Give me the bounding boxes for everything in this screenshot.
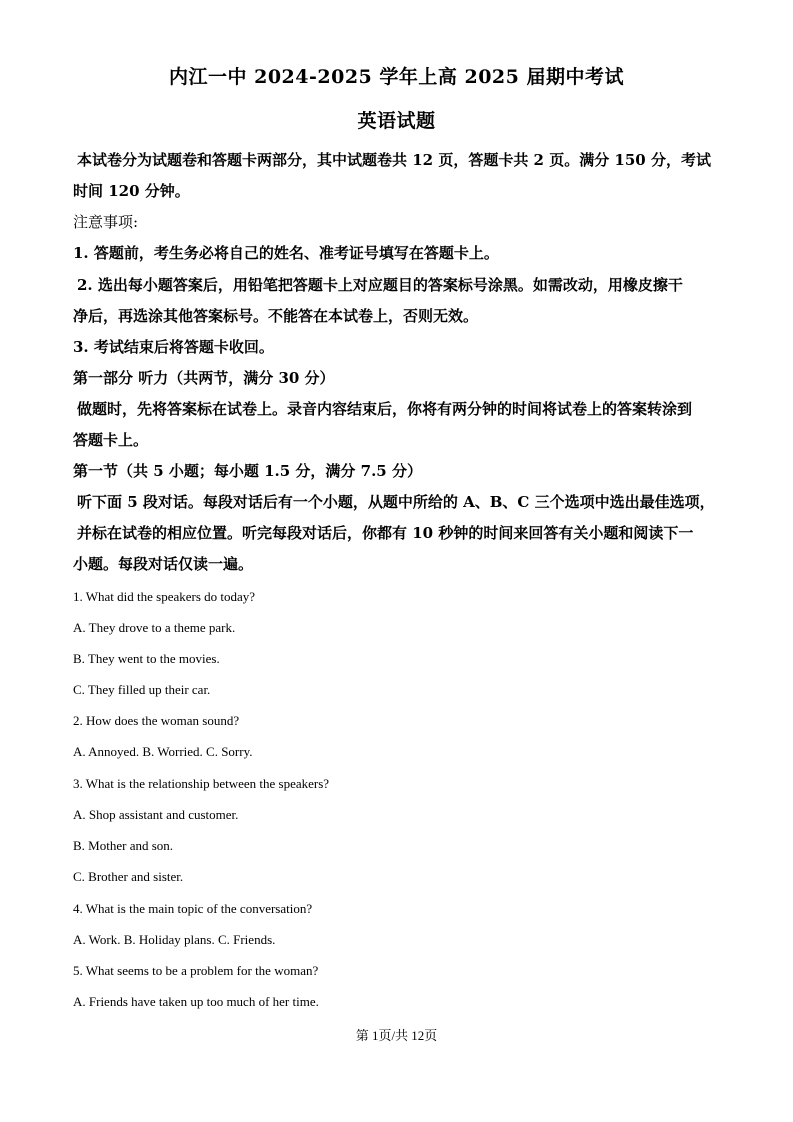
intro-line-1: 本试卷分为试题卷和答题卡两部分，其中试题卷共 12 页，答题卡共 2 页。满分 150 分，考试	[77, 151, 711, 169]
question-5-option-a: A. Friends have taken up too much of her time.	[73, 994, 319, 1009]
section1-instruction-line-2: 并标在试卷的相应位置。听完每段对话后，你都有 10 秒钟的时间来回答有关小题和阅读下一	[77, 524, 694, 542]
question-2-options: A. Annoyed. B. Worried. C. Sorry.	[73, 744, 253, 759]
notes-item-2-line-2: 净后，再选涂其他答案标号。不能答在本试卷上，否则无效。	[73, 307, 479, 325]
question-1-option-c: C. They filled up their car.	[73, 682, 211, 697]
question-4: 4. What is the main topic of the conversation?	[73, 901, 313, 916]
question-1-option-b: B. They went to the movies.	[73, 651, 220, 666]
part1-instruction-line-1: 做题时，先将答案标在试卷上。录音内容结束后，你将有两分钟的时间将试卷上的答案转涂到	[77, 400, 693, 418]
question-3-option-c: C. Brother and sister.	[73, 869, 184, 884]
notes-item-1: 1. 答题前，考生务必将自己的姓名、准考证号填写在答题卡上。	[73, 244, 499, 262]
question-3-option-a: A. Shop assistant and customer.	[73, 807, 239, 822]
question-2: 2. How does the woman sound?	[73, 713, 240, 728]
notes-heading: 注意事项:	[73, 213, 139, 231]
question-5: 5. What seems to be a problem for the woman?	[73, 963, 319, 978]
part1-instruction-line-2: 答题卡上。	[73, 431, 149, 449]
question-3: 3. What is the relationship between the speakers?	[73, 776, 330, 791]
question-3-option-b: B. Mother and son.	[73, 838, 174, 853]
notes-item-2-line-1: 2. 选出每小题答案后，用铅笔把答题卡上对应题目的答案标号涂黑。如需改动，用橡皮擦干	[77, 276, 683, 294]
section1-instruction-line-1: 听下面 5 段对话。每段对话后有一个小题，从题中所给的 A、B、C 三个选项中选出最佳选项，	[77, 493, 715, 511]
question-1: 1. What did the speakers do today?	[73, 589, 256, 604]
exam-subtitle: 英语试题	[357, 110, 436, 132]
exam-title: 内江一中 2024-2025 学年上高 2025 届期中考试	[169, 66, 624, 88]
section1-heading: 第一节（共 5 小题；每小题 1.5 分，满分 7.5 分）	[73, 462, 422, 480]
page-number: 第 1页/共 12页	[355, 1028, 438, 1043]
notes-item-3: 3. 考试结束后将答题卡收回。	[73, 338, 274, 356]
intro-line-2: 时间 120 分钟。	[73, 182, 190, 200]
question-4-options: A. Work. B. Holiday plans. C. Friends.	[73, 932, 276, 947]
question-1-option-a: A. They drove to a theme park.	[73, 620, 236, 635]
part1-heading: 第一部分 听力（共两节，满分 30 分）	[73, 369, 335, 387]
section1-instruction-line-3: 小题。每段对话仅读一遍。	[73, 555, 254, 573]
